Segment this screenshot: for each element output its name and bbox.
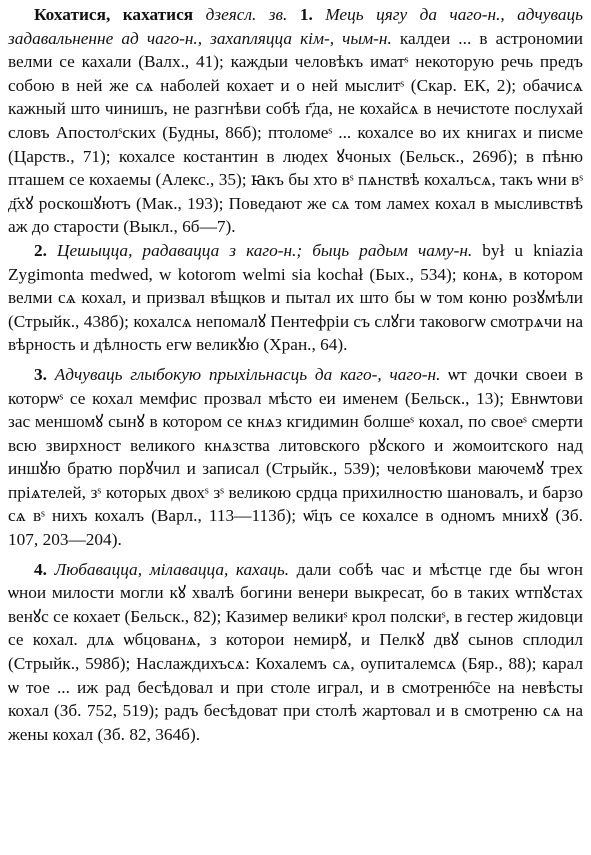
grammar-label: дзеясл. зв. bbox=[205, 5, 288, 24]
entry-sense-1 bbox=[8, 3, 583, 239]
sense-gloss-2: Цешыцца, радавацца з каго-н.; быць радым чаму-н. bbox=[57, 240, 473, 260]
sense-gloss-3: Адчуваць глыбокую прыхільнасць да каго-, чаго-н. bbox=[54, 364, 441, 384]
sense-gloss-1: Мець цягу да чаго-н., адчуваць задавальненне ад чаго-н., захапляцца кім-, чым-н. bbox=[8, 5, 583, 48]
sense-number-3: 3. bbox=[34, 364, 47, 384]
sense-citations-2: był u kniazia Zygimonta medwed, w kotorom welmi sia kochał (Бых., 534); конѧ, в котором велми сѧ кохал, и призвал вѣщков и пытал их што бы ѡ том коню розꙋмѣли (Стрыйк., 438б); кохалсѧ непомалꙋ Пентефрiи съ слꙋги таковогѡ смотрѧчи на вѣрность и дѣлность егѡ великꙋю (Хран., 64). bbox=[8, 240, 583, 355]
sense-citations-1: калдеи ... в астрономии велми се кахали (Валх., 41); каждыи человѣкъ иматˢ некоторую речь предъ собою в ней же сѧ наболей кохает и о ней мыслитˢ (Скар. ЕК, 2); обачисѧ кажный што чинишъ, не разгнѣви собѣ г҃да, не кохайсѧ в нечистоте послухай словъ Апостолˢских (Будны, 86б); птоломеˢ ... кохалсе во их книгах и писме (Царств., 71); кохалсе костантин в людех ꙋчоных (Бельск., 269б); в пѣню пташем се кохаемы (Алекс., 35); ꙗкъ бы хто вˢ пѧнствѣ кохалъсѧ, такъ ѡни вˢ д҃хꙋ роскошꙋютъ (Мак., 193); Поведают же сѧ том ламех кохал в мысливствѣ аж до старости (Выкл., 6б—7). bbox=[8, 28, 583, 237]
sense-citations-4: дали собѣ час и мѣстце где бы ѡгон ѡнои милости могли кꙋ хвалѣ богини венери выкресат, бо в таких ѡтпꙋстах венꙋс се кохает (Бельск., 82); Казимер великиˢ крол полскиˢ, в гестер жидовци се кохал. длѧ ѡбцованѧ, з которои немирꙋ, и Пелкꙋ двꙋ сынов сплодил (Стрыйк., 598б); Наслаждихъсѧ: Кохалемъ сѧ, оупиталемсѧ (Бяр., 88); карал ѡ тое ... иж рад бесѣдовал и при столе играл, и в смотреню҇се на невѣсты кохал (Зб. 752, 519); радъ бесѣдоват при столѣ жартовал и в смотреню сѧ на жены кохал (Зб. 82, 364б). bbox=[8, 559, 583, 744]
entry-sense-3 bbox=[8, 363, 583, 552]
sense-number-2: 2. bbox=[34, 240, 47, 260]
sense-gloss-4: Любавацца, мілавацца, кахаць. bbox=[54, 559, 290, 579]
sense-number-4: 4. bbox=[34, 559, 47, 579]
headword: Кохатися, кахатися bbox=[34, 5, 194, 24]
sense-number-1: 1. bbox=[299, 5, 313, 24]
entry-sense-2 bbox=[8, 239, 583, 357]
sense-citations-3: ѡт дочки своеи в которѡˢ се кохал мемфис прозвал мѣсто еи именем (Бельск., 13); Евнѡтови зас меншомꙋ сынꙋ в котором се кнѧз кгидимин болшеˢ кохал, по своеˢ смерти всю звирхност великого кнѧзства литовского рꙋского и жомоитского над иншꙋю братю порꙋчил и записал (Стрыйк., 539); человѣкови маючемꙋ трех прiѧтелей, зˢ которых двохˢ зˢ великою срдца прихилностю шановалъ, и барзо сѧ вˢ нихъ кохалъ (Варл., 113—113б); ѡ҃цъ се кохалсе в одномъ мнихꙋ (Зб. 107, 203—204). bbox=[8, 364, 584, 550]
entry-sense-4 bbox=[8, 558, 583, 747]
